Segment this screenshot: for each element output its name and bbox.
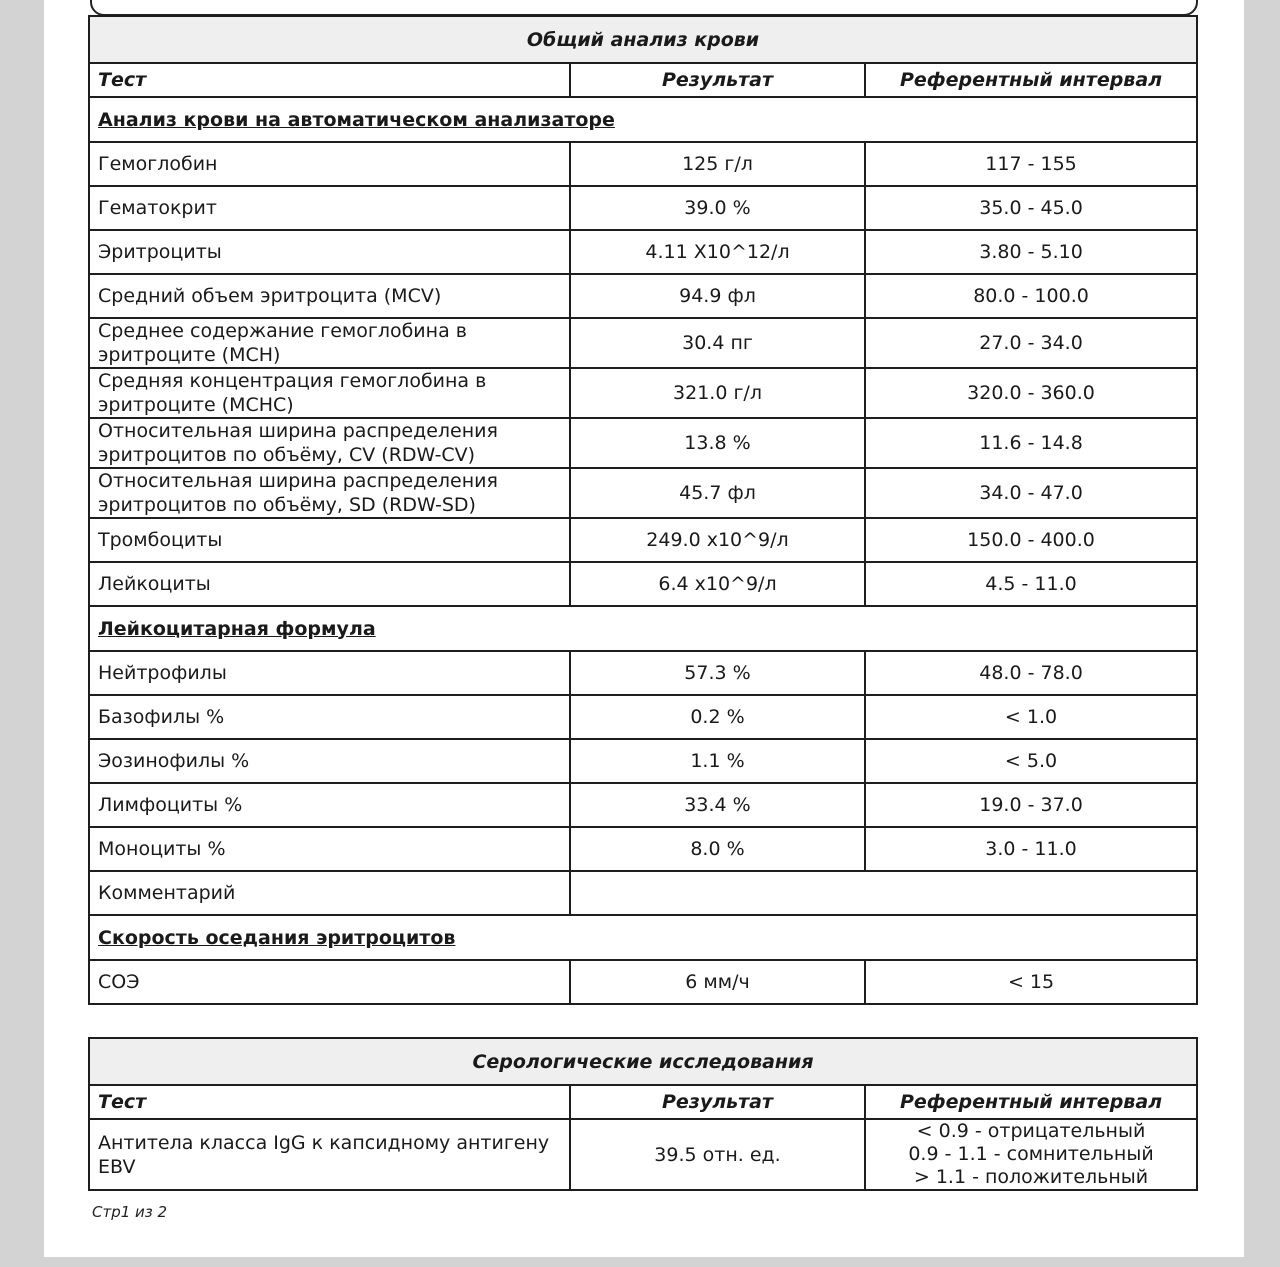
table-row (89, 783, 1197, 827)
test-name: Эритроциты (89, 230, 570, 274)
cbc-header-row (89, 63, 1197, 97)
table-row (89, 230, 1197, 274)
section-title-esr: Скорость оседания эритроцитов (89, 915, 1197, 960)
test-reference: < 15 (865, 960, 1197, 1004)
table-row (89, 827, 1197, 871)
test-result: 30.4 пг (570, 318, 865, 368)
reference-line: < 0.9 - отрицательный (916, 1120, 1146, 1142)
test-result: 39.5 отн. ед. (570, 1119, 865, 1190)
table-row (89, 318, 1197, 368)
test-name: Лимфоциты % (89, 783, 570, 827)
serology-header-row (89, 1085, 1197, 1119)
test-result: 6 мм/ч (570, 960, 865, 1004)
test-result: 33.4 % (570, 783, 865, 827)
table-row (89, 562, 1197, 606)
column-header-reference: Референтный интервал (865, 63, 1197, 97)
table-row (89, 418, 1197, 468)
test-reference: 11.6 - 14.8 (865, 418, 1197, 468)
test-name: Средняя концентрация гемоглобина в эритроците (MCHC) (89, 368, 570, 418)
column-header-test: Тест (89, 1085, 570, 1119)
test-name: Относительная ширина распределения эритроцитов по объёму, SD (RDW-SD) (89, 468, 570, 518)
column-header-result: Результат (570, 63, 865, 97)
test-name: Лейкоциты (89, 562, 570, 606)
cbc-title: Общий анализ крови (89, 16, 1197, 63)
comment-label: Комментарий (89, 871, 570, 915)
comment-row (89, 871, 1197, 915)
test-name: Нейтрофилы (89, 651, 570, 695)
test-name: Моноциты % (89, 827, 570, 871)
test-name: Тромбоциты (89, 518, 570, 562)
test-reference: 34.0 - 47.0 (865, 468, 1197, 518)
test-reference: 19.0 - 37.0 (865, 783, 1197, 827)
test-result: 4.11 X10^12/л (570, 230, 865, 274)
test-name: Относительная ширина распределения эритроцитов по объёму, CV (RDW-CV) (89, 418, 570, 468)
test-result: 94.9 фл (570, 274, 865, 318)
reference-line: 0.9 - 1.1 - сомнительный (908, 1143, 1154, 1165)
table-row (89, 739, 1197, 783)
test-name: Средний объем эритроцита (MCV) (89, 274, 570, 318)
test-reference: < 1.0 (865, 695, 1197, 739)
test-reference: 80.0 - 100.0 (865, 274, 1197, 318)
test-name: Гематокрит (89, 186, 570, 230)
test-result: 39.0 % (570, 186, 865, 230)
serology-title: Серологические исследования (89, 1038, 1197, 1085)
test-reference: 35.0 - 45.0 (865, 186, 1197, 230)
column-header-reference: Референтный интервал (865, 1085, 1197, 1119)
table-row (89, 142, 1197, 186)
test-result: 1.1 % (570, 739, 865, 783)
test-result: 321.0 г/л (570, 368, 865, 418)
section-title-leukocyte-formula: Лейкоцитарная формула (89, 606, 1197, 651)
test-name: Базофилы % (89, 695, 570, 739)
test-reference: 117 - 155 (865, 142, 1197, 186)
test-result: 8.0 % (570, 827, 865, 871)
test-name: СОЭ (89, 960, 570, 1004)
test-reference: 150.0 - 400.0 (865, 518, 1197, 562)
table-row (89, 1119, 1197, 1190)
test-reference: 48.0 - 78.0 (865, 651, 1197, 695)
table-row (89, 274, 1197, 318)
test-name: Антитела класса IgG к капсидному антигену EBV (89, 1119, 570, 1190)
table-row (89, 468, 1197, 518)
test-reference: 320.0 - 360.0 (865, 368, 1197, 418)
table-row (89, 651, 1197, 695)
page-number: Стр1 из 2 (92, 1203, 168, 1221)
table-row (89, 368, 1197, 418)
column-header-test: Тест (89, 63, 570, 97)
previous-block-edge (90, 0, 1198, 16)
test-result: 249.0 x10^9/л (570, 518, 865, 562)
test-result: 45.7 фл (570, 468, 865, 518)
test-name: Среднее содержание гемоглобина в эритроците (MCH) (89, 318, 570, 368)
test-name: Гемоглобин (89, 142, 570, 186)
reference-line: > 1.1 - положительный (913, 1166, 1149, 1188)
table-row (89, 695, 1197, 739)
test-reference: 27.0 - 34.0 (865, 318, 1197, 368)
test-reference (865, 1119, 1197, 1190)
test-reference: 3.80 - 5.10 (865, 230, 1197, 274)
column-header-result: Результат (570, 1085, 865, 1119)
test-result: 6.4 x10^9/л (570, 562, 865, 606)
test-result: 13.8 % (570, 418, 865, 468)
test-result: 125 г/л (570, 142, 865, 186)
table-row (89, 186, 1197, 230)
serology-table (88, 1037, 1198, 1191)
table-row (89, 960, 1197, 1004)
test-reference: < 5.0 (865, 739, 1197, 783)
test-result: 0.2 % (570, 695, 865, 739)
test-name: Эозинофилы % (89, 739, 570, 783)
test-reference: 3.0 - 11.0 (865, 827, 1197, 871)
table-row (89, 518, 1197, 562)
cbc-table (88, 15, 1198, 1005)
test-result: 57.3 % (570, 651, 865, 695)
test-reference: 4.5 - 11.0 (865, 562, 1197, 606)
comment-value (570, 871, 1197, 915)
section-title-analyzer: Анализ крови на автоматическом анализаторе (89, 97, 1197, 142)
